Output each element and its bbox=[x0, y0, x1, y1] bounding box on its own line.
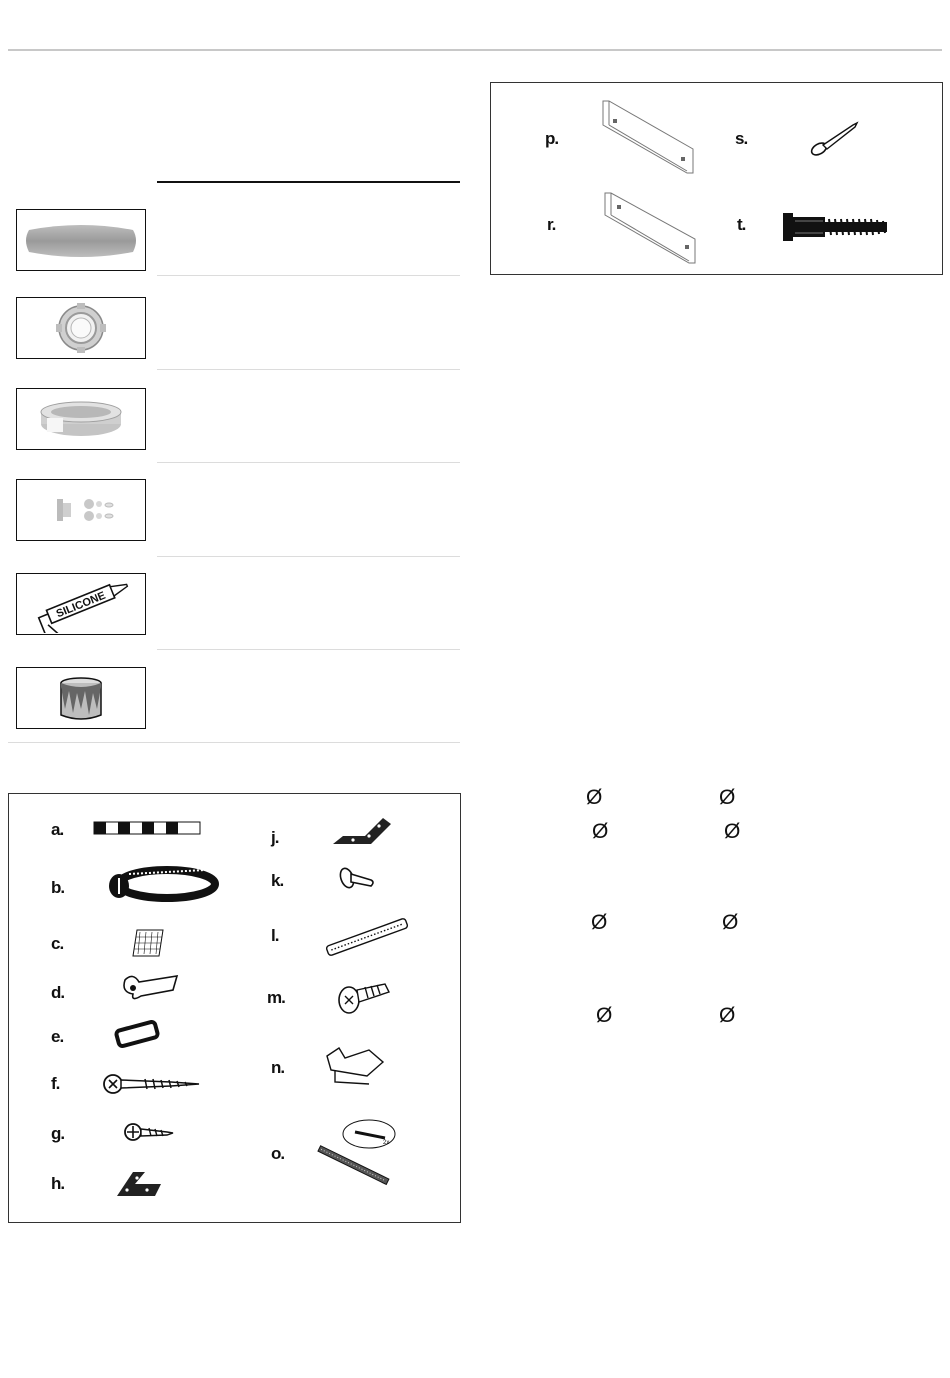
part-label-l: l. bbox=[271, 926, 279, 945]
corner-bracket-icon bbox=[115, 1166, 163, 1198]
part-label-f: f. bbox=[51, 1074, 60, 1093]
part-label-e: e. bbox=[51, 1027, 64, 1046]
wood-screw-icon bbox=[101, 1072, 201, 1096]
template-sheet-icon bbox=[131, 928, 167, 958]
supply-item-fittings bbox=[16, 479, 146, 541]
anchor-bolt-icon bbox=[781, 209, 893, 245]
seal-strip-badge: 2x bbox=[383, 1140, 390, 1146]
supply-row-divider bbox=[157, 556, 460, 557]
supply-item-silicone bbox=[16, 573, 146, 635]
supply-row-divider bbox=[157, 275, 460, 276]
pipe-joint-compound-icon bbox=[19, 212, 143, 268]
supply-item-compound bbox=[16, 209, 146, 271]
part-label-s: s. bbox=[735, 129, 748, 148]
measuring-tape-icon bbox=[93, 820, 201, 836]
parts-panel bbox=[8, 793, 461, 1223]
nail-icon bbox=[807, 119, 859, 161]
supplies-bottom-divider bbox=[8, 742, 460, 743]
part-label-k: k. bbox=[271, 871, 284, 890]
header-rule bbox=[8, 49, 942, 51]
plastic-strip-icon bbox=[323, 912, 411, 962]
part-label-c: c. bbox=[51, 934, 64, 953]
diameter-symbol: Ø bbox=[719, 786, 736, 809]
part-label-t: t. bbox=[737, 215, 746, 234]
silicone-label: SILICONE bbox=[54, 589, 108, 621]
diameter-symbol: Ø bbox=[719, 1004, 736, 1027]
supply-row-divider bbox=[157, 649, 460, 650]
part-label-g: g. bbox=[51, 1124, 65, 1143]
part-label-p: p. bbox=[545, 129, 559, 148]
supply-item-paint bbox=[16, 667, 146, 729]
plumbers-tape-icon bbox=[19, 390, 143, 448]
supplies-column-rule bbox=[157, 181, 460, 183]
part-label-n: n. bbox=[271, 1058, 285, 1077]
part-label-j: j. bbox=[271, 828, 279, 847]
diameter-symbol: Ø bbox=[596, 1004, 613, 1027]
fittings-icon bbox=[19, 481, 143, 539]
supply-row-divider bbox=[157, 462, 460, 463]
seal-strip-icon bbox=[313, 1114, 409, 1194]
panel-parts-box bbox=[490, 82, 943, 275]
pan-head-screw-icon bbox=[123, 1120, 175, 1144]
machine-screw-icon bbox=[335, 976, 393, 1018]
rail-panel-icon bbox=[601, 191, 697, 267]
silicone-caulk-gun-icon bbox=[19, 575, 143, 633]
part-label-h: h. bbox=[51, 1174, 65, 1193]
lock-nut-icon bbox=[19, 299, 143, 357]
gasket-icon bbox=[111, 1020, 163, 1050]
supply-row-divider bbox=[157, 369, 460, 370]
diameter-symbol: Ø bbox=[724, 820, 741, 843]
supply-item-locknut bbox=[16, 297, 146, 359]
angle-bracket-icon bbox=[331, 816, 393, 848]
part-label-d: d. bbox=[51, 983, 65, 1002]
paint-can-icon bbox=[19, 669, 143, 727]
part-label-a: a. bbox=[51, 820, 64, 839]
rail-panel-icon bbox=[599, 99, 695, 177]
pipe-strap-icon bbox=[117, 972, 181, 1006]
diameter-symbol: Ø bbox=[586, 786, 603, 809]
clip-icon bbox=[323, 1042, 395, 1088]
supply-item-tape bbox=[16, 388, 146, 450]
diameter-symbol: Ø bbox=[591, 911, 608, 934]
shoulder-screw-icon bbox=[337, 864, 379, 896]
part-label-r: r. bbox=[547, 215, 556, 234]
diameter-symbol: Ø bbox=[722, 911, 739, 934]
part-label-m: m. bbox=[267, 988, 285, 1007]
part-label-b: b. bbox=[51, 878, 65, 897]
diameter-symbol: Ø bbox=[592, 820, 609, 843]
hose-clamp-icon bbox=[105, 864, 221, 906]
part-label-o: o. bbox=[271, 1144, 285, 1163]
